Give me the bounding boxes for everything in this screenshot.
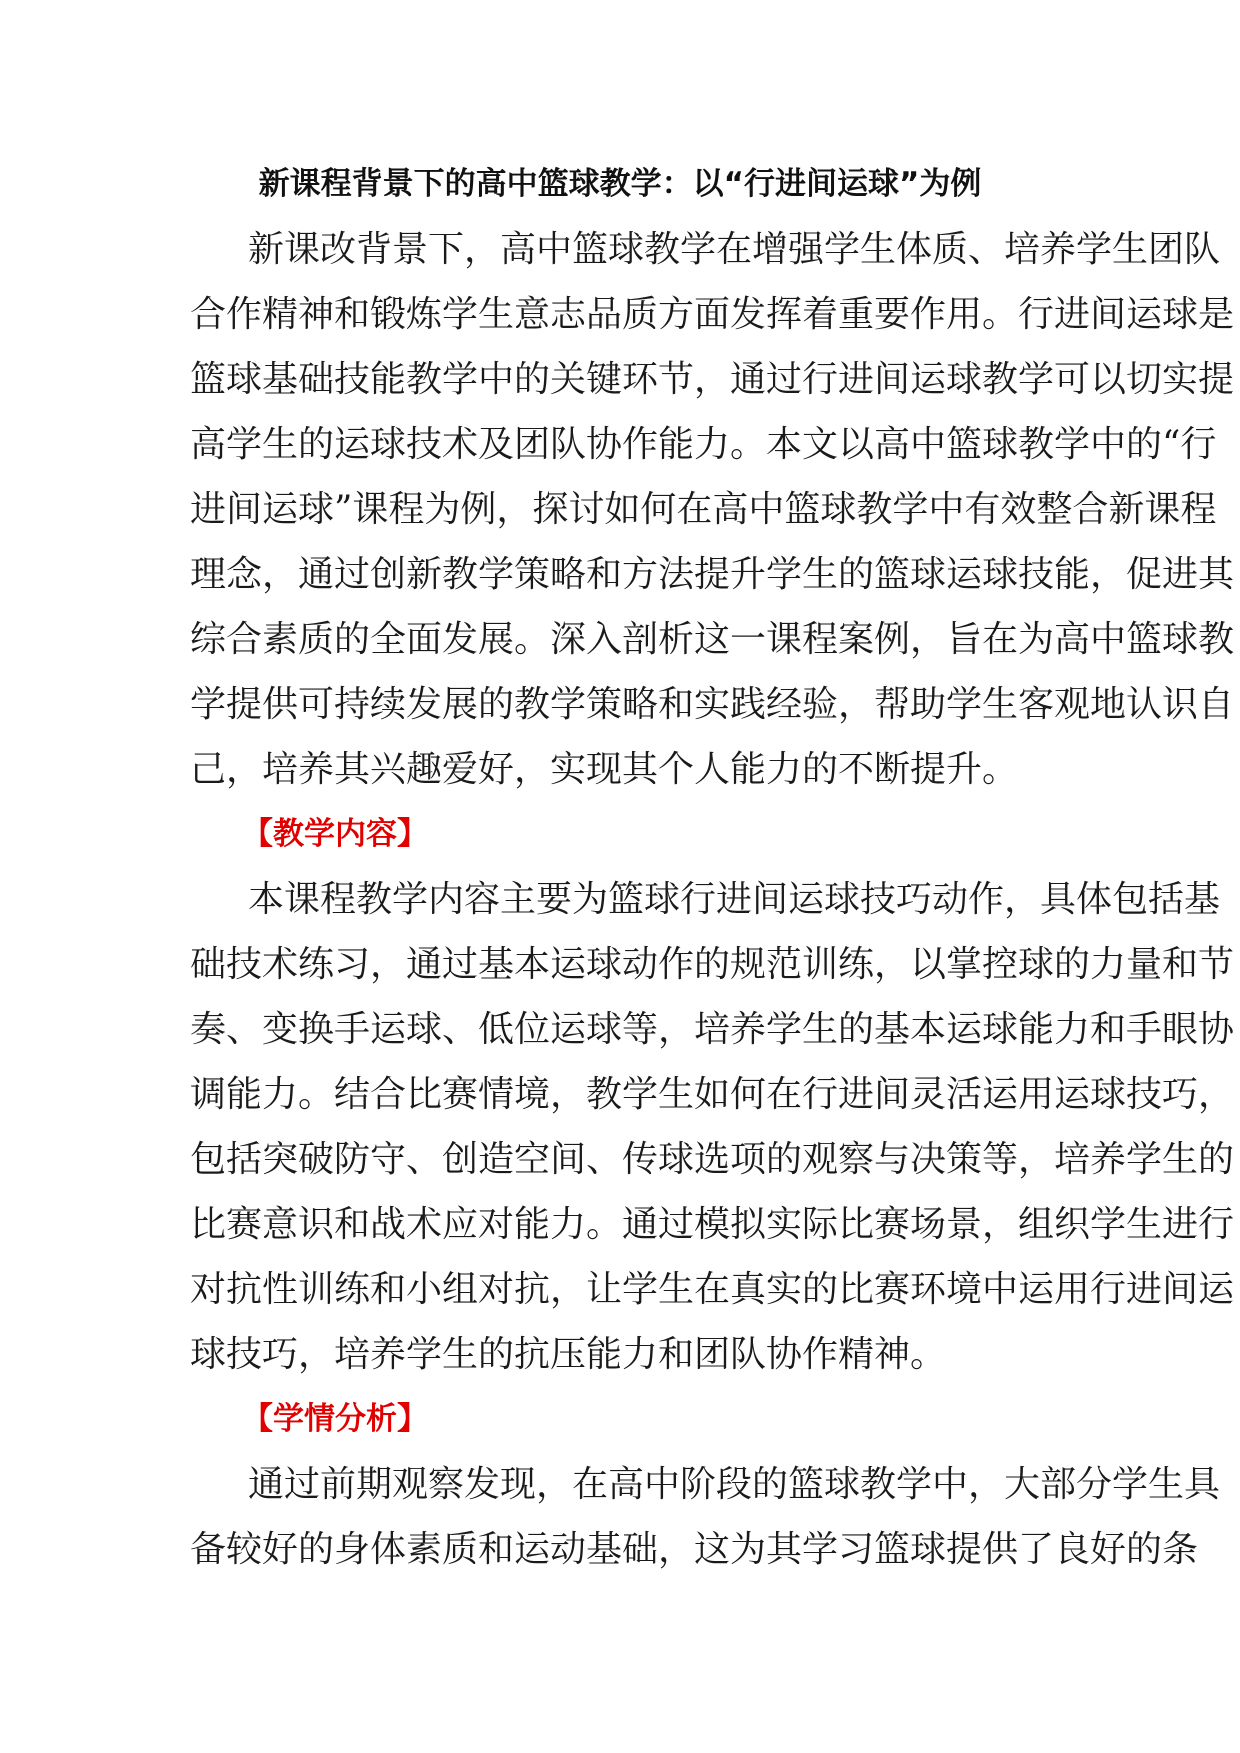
section-heading: 【学情分析】 bbox=[242, 1401, 428, 1437]
paragraph-line: 通过前期观察发现，在高中阶段的篮球教学中，大部分学生具 bbox=[248, 1464, 1221, 1505]
paragraph-line: 备较好的身体素质和运动基础，这为其学习篮球提供了良好的条 bbox=[190, 1529, 1199, 1570]
paragraph-line: 包括突破防守、创造空间、传球选项的观察与决策等，培养学生的 bbox=[190, 1139, 1235, 1180]
paragraph-line: 对抗性训练和小组对抗，让学生在真实的比赛环境中运用行进间运 bbox=[190, 1269, 1235, 1310]
paragraph-line: 篮球基础技能教学中的关键环节，通过行进间运球教学可以切实提 bbox=[190, 359, 1235, 400]
paragraph-line: 础技术练习，通过基本运球动作的规范训练，以掌控球的力量和节 bbox=[190, 944, 1235, 985]
section-heading: 【教学内容】 bbox=[242, 816, 428, 852]
paragraph-line: 比赛意识和战术应对能力。通过模拟实际比赛场景，组织学生进行 bbox=[190, 1204, 1235, 1245]
document-page bbox=[190, 152, 1235, 1582]
document-body bbox=[190, 217, 1235, 1582]
paragraph-line: 球技巧，培养学生的抗压能力和团队协作精神。 bbox=[190, 1334, 947, 1375]
document-title: 新课程背景下的高中篮球教学：以“行进间运球”为例 bbox=[258, 166, 982, 202]
paragraph-line: 本课程教学内容主要为篮球行进间运球技巧动作，具体包括基 bbox=[248, 879, 1221, 920]
paragraph-line: 奏、变换手运球、低位运球等，培养学生的基本运球能力和手眼协 bbox=[190, 1009, 1235, 1050]
paragraph-line: 己，培养其兴趣爱好，实现其个人能力的不断提升。 bbox=[190, 749, 1019, 790]
paragraph-line: 调能力。结合比赛情境，教学生如何在行进间灵活运用运球技巧， bbox=[190, 1074, 1235, 1115]
paragraph-line: 理念，通过创新教学策略和方法提升学生的篮球运球技能，促进其 bbox=[190, 554, 1235, 595]
paragraph-line: 合作精神和锻炼学生意志品质方面发挥着重要作用。行进间运球是 bbox=[190, 294, 1235, 335]
paragraph-line: 新课改背景下，高中篮球教学在增强学生体质、培养学生团队 bbox=[248, 229, 1221, 270]
paragraph-line: 高学生的运球技术及团队协作能力。本文以高中篮球教学中的“行 bbox=[190, 424, 1217, 465]
paragraph-line: 学提供可持续发展的教学策略和实践经验，帮助学生客观地认识自 bbox=[190, 684, 1235, 725]
paragraph-line: 综合素质的全面发展。深入剖析这一课程案例，旨在为高中篮球教 bbox=[190, 619, 1235, 660]
paragraph-line: 进间运球”课程为例，探讨如何在高中篮球教学中有效整合新课程 bbox=[190, 489, 1217, 530]
